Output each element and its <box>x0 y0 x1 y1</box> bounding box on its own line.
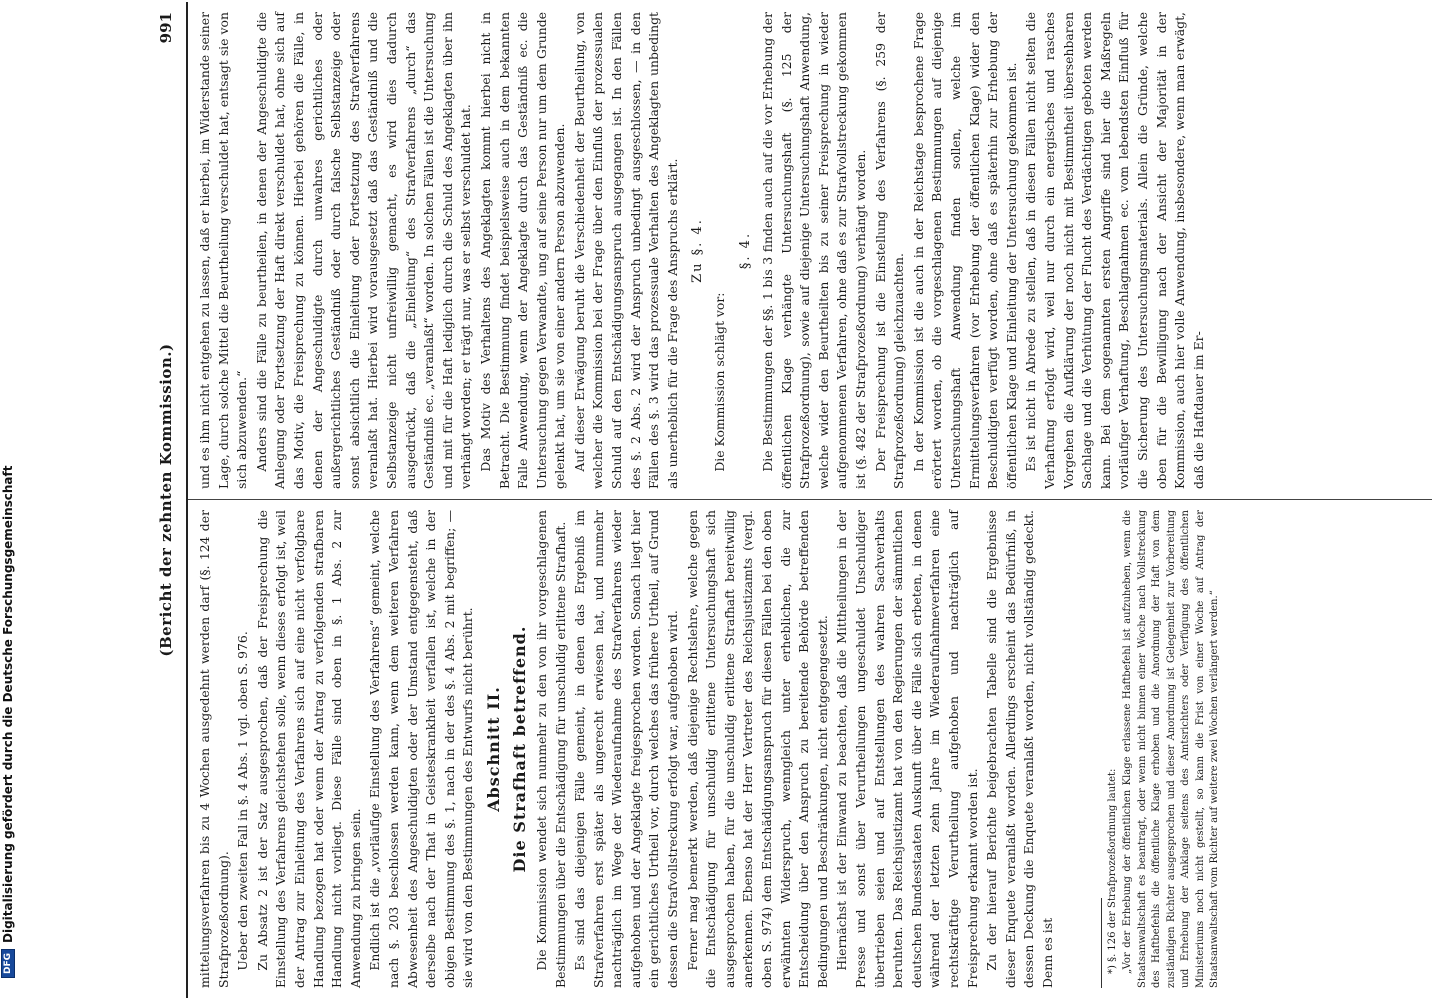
running-head <box>146 2 188 998</box>
subsection-heading: Zu §. 4. <box>690 218 706 283</box>
paragraph: Ferner mag bemerkt werden, daß diejenige Rechtslehre, welche gegen die Entschädigung für unschuldig erlittene Untersuchungshaft sich ausgesprochen haben, für die unschuldig erlittene Strafhaft bereitwillig anerkennen. Ebenso hat der Herr Vertreter des Reichsjustizamts (vergl. oben S. 974) dem Entschädigungsanspruch für diesen Fällen bei den oben erwähnten Widerspruch, wenngleich unter erheblichen, die zur Entscheidung über den Anspruch zu bereitende Behörde betreffenden Bedingungen und Beschränkungen, nicht entgegengesetzt. <box>684 510 830 988</box>
paragraph-sign-heading: §. 4. <box>738 231 754 270</box>
paragraph: Zu der hierauf Berichte beigebrachten Tabelle sind die Ergebnisse dieser Enquete veranlaßt worden. Allerdings erscheint das Bedürfniß, in dessen Deckung die Enquete veranlaßt worden, nicht vollständig gedeckt. Denn es ist <box>984 510 1055 988</box>
paragraph: Hiernächst ist der Einwand zu beachten, daß die Mittheilungen in der Presse und sonst über Verurtheilungen ungeschuldet Unschuldiger übertrieben seien und auf Entstellungen des wahren Sachverhalts beruhten. Das Reichsjustizamt hat von den Regierungen der sämmtlichen deutschen Bundesstaaten Auskunft über die Fälle sich erbeten, in denen während der letzten zehn Jahre im Wiederaufnahmeverfahren eine rechtskräftige Verurtheilung aufgehoben und nachträglich auf Freisprechung erkannt worden ist. <box>834 510 980 988</box>
footnote-rule <box>1101 898 1102 988</box>
paragraph: Endlich ist die „vorläufige Einstellung des Verfahrens“ gemeint, welche nach §. 203 beschlossen werden kann, wenn dem weiteren Verfahren Abwesenheit des Angeschuldigten oder der Umstand entgegensteht, daß derselbe nach der That in Geisteskrankheit verfallen ist, welche in der obigen Bestimmung des §. 1, nach in der des §. 4 Abs. 2 mit begriffen; — sie wird von den Bestimmungen des Entwurfs nicht berührt. <box>367 510 476 988</box>
digitization-credit <box>0 0 16 1000</box>
side-credit-strip <box>0 0 16 1000</box>
paragraph: In der Kommission ist die auch in der Reichstage besprochene Frage erörtert worden, ob die vorgeschlagenen Bestimmungen auf diejenige Untersuchungshaft Anwendung finden sollen, welche im Ermittelungsverfahren (vor Erhebung der öffentlichen Klage) wider den Beschuldigten verfügt worden, ohne daß es späterhin zur Erhebung der öffentlichen Klage und Einleitung der Untersuchung gekommen ist. <box>910 12 1019 489</box>
paragraph: Die Kommission schlägt vor: <box>712 292 728 472</box>
paragraph: Ueber den zweiten Fall in §. 4 Abs. 1 vgl. oben S. 976. <box>235 631 251 971</box>
paragraph: Zu Absatz 2 ist der Satz ausgesprochen, daß der Freisprechung die Einstellung des Verfahrens gleichstehen solle, wenn dieses erfolgt ist, weil der Antrag zur Einleitung des Verfahrens sich auf eine nicht verfolgbare Handlung bezogen hat oder wenn der Antrag zu verfolgenden strafbaren Handlung nicht vorliegt. Diese Fälle sind oben in §. 1 Abs. 2 zur Anwendung zu bringen sein. <box>254 510 363 988</box>
paragraph: Es ist nicht in Abrede zu stellen, daß in diesen Fällen nicht selten die Verhaftung erfolgt wird, weil nur durch ein energisches und rasches Vorgehen die Aufklärung der noch nicht mit Bestimmtheit übersehbaren Sachlage und die Verhütung der Flucht des Verdächtigen geboten werden kann. Bei dem sogenannten ersten Angriffe sind hier die Maßregeln vorläufiger Verhaftung, Beschlagnahmen ec. vom lebendsten Einfluß für die Sicherung des Untersuchungsmaterials. Allein die Gründe, welche oben für die Bewilligung nach der Ansicht der Majorität in der Kommission, auch hier volle Anwendung, insbesondere, wenn man erwägt, daß die Haftdauer im Er- <box>1023 12 1206 489</box>
paragraph: Es sind das diejenigen Fälle gemeint, in denen das Ergebniß im Strafverfahren erst später als ungerecht erwiesen hat, und nunmehr nachträglich im Wege der Wiederaufnahme des Strafverfahrens wieder aufgehoben und der Angeklagte freigesprochen worden. Sonach liegt hier ein gerichtliches Urtheil vor, durch welches das frühere Urtheil, auf Grund dessen die Strafvollstreckung erfolgt war, aufgehoben wird. <box>572 510 681 988</box>
footnote-text: *) §. 126 der Strafprozeßordnung lautet: <box>1106 768 1118 974</box>
paragraph: und es ihm nicht entgehen zu lassen, daß er hierbei, im Widerstande seiner Lage, durch solche Mittel die Beurtheilung verschuldet hat, entsagt sie von sich abzuwenden.“ <box>197 12 250 489</box>
right-column <box>188 2 1432 500</box>
paragraph: Anders sind die Fälle zu beurtheilen, in denen der Angeschuldigte die Anlegung oder Fortsetzung der Haft direkt verschuldet hat, ohne sich auf das Motiv, die Freisprechung zu können. Hierbei gehören die Fälle, in denen der Angeschuldigte durch unwahres gerichtliches oder außergerichtliches Geständniß oder durch falsche Selbstanzeige oder sonst absichtlich die Einleitung oder Fortsetzung des Strafverfahrens veranlaßt hat. Hierbei wird vorausgesetzt daß das Geständniß und die Selbstanzeige nicht unfreiwillig gemacht, es wird dies dadurch ausgedrückt, daß die „Einleitung“ des Strafverfahrens „durch“ das Geständniß ec. „veranlaßt“ worden. In solchen Fällen ist die Untersuchung und mit für die Haft lediglich durch die Schuld des Angeklagten über ihn verhängt worden; er trägt nur, was er selbst verschuldet hat. <box>253 12 474 489</box>
paragraph: Die Bestimmungen der §§. 1 bis 3 finden auch auf die vor Erhebung der öffentlichen Klage verhängte Untersuchungshaft (§. 125 der Strafprozeßordnung), sowie auf diejenige Untersuchungshaft Anwendung, welche wider den Beurtheilten bis zu seiner Freisprechung in wieder aufgenommenen Verfahren, ohne daß es zur Strafvollstreckung gekommen ist (§. 482 der Strafprozeßordnung) verhängt worden. <box>760 12 868 489</box>
paragraph: Das Motiv des Verhaltens des Angeklagten kommt hierbei nicht in Betracht. Die Bestimmung findet beispielsweise auch in dem bekannten Falle Anwendung, wenn der Angeklagte durch das Geständniß ec. die Untersuchung gegen Verwandte, ung auf seine Person nur um dem Grunde gelenkt hat, um sie von einer andern Person abzuwenden. <box>477 12 568 489</box>
paragraph: Der Freisprechung ist die Einstellung des Verfahrens (§. 259 der Strafprozeßordnung) gleichzuachten. <box>872 12 907 489</box>
header-title: (Bericht der zehnten Kommission.) <box>157 343 175 657</box>
section-heading: Abschnitt II. <box>483 686 503 812</box>
footnote <box>1106 510 1223 988</box>
footnote-spacer <box>1059 510 1093 988</box>
paragraph: Auf dieser Erwägung beruht die Verschiedenheit der Beurtheilung, von welcher die Kommission bei der Frage über den Einfluß der prozessualen Schuld auf den Entschädigungsanspruch ausgegangen ist. In den Fällen des §. 2 Abs. 2 wird der Anspruch unbedingt ausgeschlossen, — in den Fällen des §. 3 wird das prozessuale Verhalten des Angeklagten unbedingt als unerheblich für die Frage des Anspruchs erklärt. <box>571 12 680 489</box>
page-number: 991 <box>157 12 175 44</box>
paragraph: Die Kommission wendet sich nunmehr zu den von ihr vorgeschlagenen Bestimmungen über die Entschädigung für unschuldig erlittene Strafhaft. <box>533 510 568 988</box>
footnote-text: „Vor der Erhebung der öffentlichen Klage erlassene Haftbefehl ist aufzuheben, wenn die Staatsanwaltschaft es beantragt, oder wenn nicht binnen einer Woche nach Vollstreckung des Haftbefehls die öffentliche Klage erhoben und die Anordnung der Haft von dem zuständigen Richter ausgesprochen und dieser Anordnung ist Gelegenheit zur Vorbereitung und Erhebung der Anklage seitens des Amtsrichters oder Verfügung des öffentlichen Ministeriums noch nicht gestellt, so kann die Frist von einer Woche auf Antrag der Staatsanwaltschaft vom Richter auf weitere zwei Wochen verlängert werden.“ <box>1122 510 1221 988</box>
paragraph: mittelungsverfahren bis zu 4 Wochen ausgedehnt werden darf (§. 124 der Strafprozeßordnung). <box>197 510 231 988</box>
scanned-page <box>146 0 1432 1000</box>
left-column <box>188 500 1432 998</box>
section-subheading: Die Strafhaft betreffend. <box>509 625 529 873</box>
text-columns <box>188 2 1432 998</box>
dfg-logo: DFG <box>1 949 15 978</box>
credit-text: Digitalisierung gefördert durch die Deutsche Forschungsgemeinschaft <box>1 465 15 943</box>
